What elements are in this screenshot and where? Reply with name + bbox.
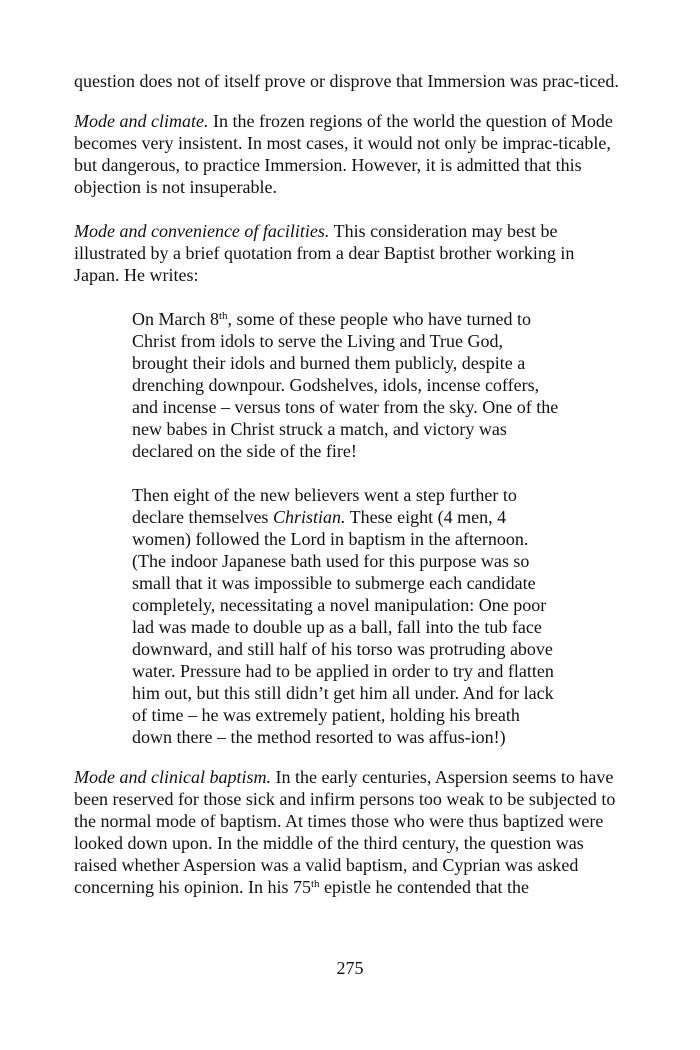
quote-text: Then eight of the new believers went a step further to declare themselves bbox=[132, 485, 517, 527]
paragraph-immersion-question bbox=[74, 70, 622, 92]
section-lead-mode-and-convenience: Mode and convenience of facilities. bbox=[74, 221, 330, 241]
quote-text: On March 8 bbox=[132, 309, 219, 329]
page-number: 275 bbox=[336, 958, 364, 978]
superscript-ordinal: th bbox=[310, 878, 320, 890]
quote-paragraph-baptism bbox=[132, 484, 562, 748]
paragraph-text: epistle he contended that the bbox=[319, 877, 529, 897]
paragraph-text: In the early centuries, Aspersion seems to have been reserved for those sick and infirm persons too weak to be subjected to the normal mode of baptism. At times those who were thus baptized were looked down upon. In the middle of the third century, the question was raised whether Aspersion was a valid baptism, and Cyprian was asked concerning his opinion. In his 75 bbox=[74, 767, 616, 897]
paragraph-text: question does not of itself prove or disprove that Immersion was prac-ticed. bbox=[74, 71, 619, 91]
paragraph-mode-and-convenience bbox=[74, 220, 622, 286]
block-quote bbox=[132, 308, 562, 748]
quote-italic-word: Christian. bbox=[272, 507, 346, 527]
page-body bbox=[74, 70, 622, 920]
paragraph-text: This consideration may best be illustrated by a brief quotation from a dear Baptist brother working in Japan. He writes: bbox=[74, 221, 575, 285]
quote-paragraph-march bbox=[132, 308, 562, 462]
paragraph-mode-and-clinical-baptism bbox=[74, 766, 622, 898]
quote-text: , some of these people who have turned to Christ from idols to serve the Living and True God, brought their idols and burned them publicly, despite a drenching downpour. Godshelves, idols, incense coffers, and incense – versus tons of water from the sky. One of the new babes in Christ struck a match, and victory was declared on the side of the fire! bbox=[132, 309, 559, 461]
section-lead-mode-and-climate: Mode and climate. bbox=[74, 111, 209, 131]
quote-text: These eight (4 men, 4 women) followed the Lord in baptism in the afternoon. (The indoor Japanese bath used for this purpose was so small that it was impossible to submerge each candidate completely, necessitating a novel manipulation: One poor lad was made to double up as a ball, fall into the tub face downward, and still half of his torso was protruding above water. Pressure had to be applied in order to try and flatten him out, but this still didn’t get him all under. And for lack of time – he was extremely patient, holding his breath down there – the method resorted to was affus-ion!) bbox=[132, 507, 554, 747]
paragraph-text: In the frozen regions of the world the question of Mode becomes very insistent. In most cases, it would not only be imprac-ticable, but dangerous, to practice Immersion. However, it is admitted that this objection is not insuperable. bbox=[74, 111, 613, 197]
section-lead-mode-and-clinical-baptism: Mode and clinical baptism. bbox=[74, 767, 271, 787]
superscript-ordinal: th bbox=[218, 310, 228, 322]
paragraph-mode-and-climate bbox=[74, 110, 622, 198]
